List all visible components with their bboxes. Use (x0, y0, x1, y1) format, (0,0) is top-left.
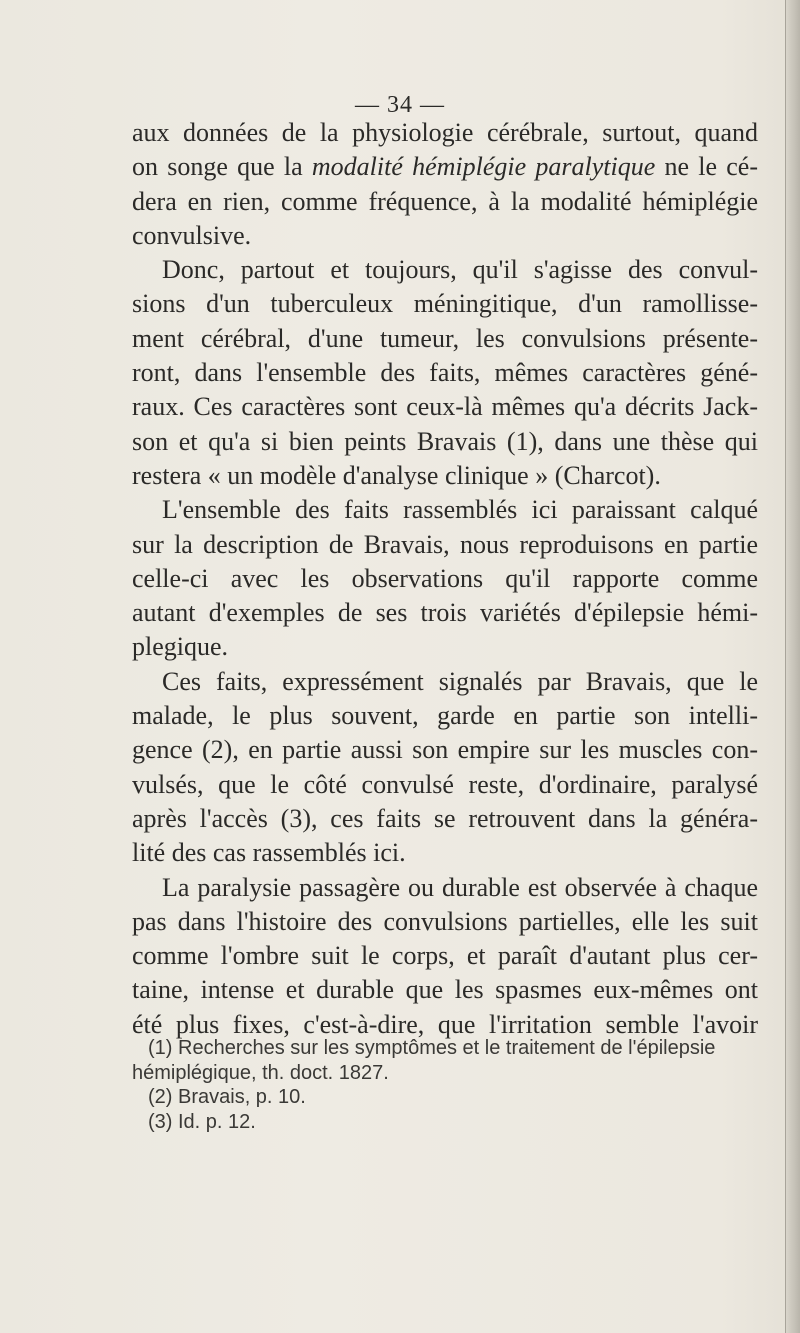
text-line-with-italic (132, 150, 758, 184)
text-line: Donc, partout et toujours, qu'il s'agisse des convul- (162, 255, 758, 285)
text-line: celle-ci avec les observations qu'il rapporte comme (132, 563, 758, 593)
text-line: ment cérébral, d'une tumeur, les convulsions présente- (132, 323, 758, 353)
text-line: sur la description de Bravais, nous reproduisons en partie (132, 529, 758, 559)
text-line: Ces faits, expressément signalés par Bravais, que le (162, 666, 758, 696)
text-line: ront, dans l'ensemble des faits, mêmes caractères géné- (132, 358, 758, 388)
text-line: après l'accès (3), ces faits se retrouvent dans la généra- (132, 803, 758, 833)
footnote-2: (2) Bravais, p. 10. (148, 1086, 306, 1108)
italic-phrase: modalité hémiplégie paralytique (311, 152, 656, 182)
text-line: pas dans l'histoire des convulsions partielles, elle les suit (132, 906, 758, 936)
text-line: raux. Ces caractères sont ceux-là mêmes qu'a décrits Jack- (132, 392, 758, 422)
text-line: aux données de la physiologie cérébrale, surtout, quand (132, 118, 758, 147)
body-text (132, 116, 758, 1042)
text-line: autant d'exemples de ses trois variétés d'épilepsie hémi- (132, 598, 758, 628)
page-edge-shadow (785, 0, 800, 1333)
text-line: son et qu'a si bien peints Bravais (1), dans une thèse qui (132, 426, 758, 456)
text-line: lité des cas rassemblés ici. (132, 838, 406, 868)
text-line: vulsés, que le côté convulsé reste, d'ordinaire, paralysé (132, 769, 758, 799)
text-line: taine, intense et durable que les spasmes eux-mêmes ont (132, 975, 758, 1005)
text-line: comme l'ombre suit le corps, et paraît d'autant plus cer- (132, 941, 758, 971)
text-line: sions d'un tuberculeux méningitique, d'un ramollisse- (132, 289, 758, 319)
text-segment: on songe que la (132, 152, 312, 182)
page-number: — 34 — (355, 92, 445, 118)
footnote-1-continued: hémiplégique, th. doct. 1827. (132, 1061, 389, 1084)
text-line: L'ensemble des faits rassemblés ici paraissant calqué (162, 495, 758, 525)
footnote-1: (1) Recherches sur les symptômes et le traitement de l'épilepsie (148, 1037, 716, 1059)
footnote-3: (3) Id. p. 12. (148, 1110, 256, 1133)
text-line: gence (2), en partie aussi son empire sur les muscles con- (132, 735, 758, 765)
text-line: été plus fixes, c'est-à-dire, que l'irritation semble l'avoir (132, 1009, 758, 1039)
footnotes (132, 1036, 760, 1134)
text-line: plegique. (132, 632, 229, 662)
text-line: convulsive. (132, 220, 252, 250)
text-line: dera en rien, comme fréquence, à la modalité hémiplégie (132, 186, 758, 216)
text-line: La paralysie passagère ou durable est observée à chaque (162, 872, 758, 902)
text-line: malade, le plus souvent, garde en partie son intelli- (132, 701, 758, 731)
text-segment: ne le cé- (655, 152, 758, 182)
text-line: restera « un modèle d'analyse clinique » (Charcot). (132, 460, 661, 490)
